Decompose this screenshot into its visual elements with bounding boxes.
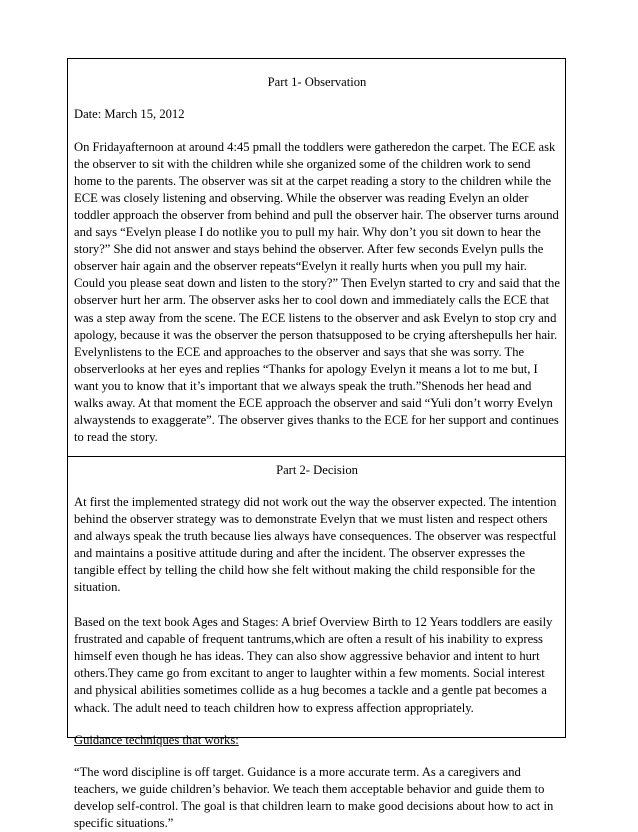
document-table (67, 58, 566, 830)
part2-decision-section (68, 456, 565, 830)
guidance-heading-text: Guidance techniques that works (74, 732, 236, 747)
part1-observation-section (68, 59, 565, 456)
observation-paragraph: On Fridayafternoon at around 4:45 pmall the toddlers were gatheredon the carpet. The ECE ask the observer to sit with the children while she organized some of the children work to send home to the parents. The observer was sit at the carpet reading a story to the children while the ECE was closely listening and observing. While the observer was reading Evelyn an older toddler approach the observer from behind and pull the observer hair. The observer turns around and says “Evelyn please I do notlike you to pull my hair. Why don’t you sit down to hear the story?” She did not answer and stays behind the observer. After few seconds Evelyn pulls the observer hair again and the observer repeats“Evelyn it really hurts when you pull my hair. Could you please seat down and listen to the story?” Then Evelyn started to cry and said that the observer hurt her arm. The observer asks her to cool down and immediately calls the ECE that was a step away from the scene. The ECE listens to the observer and ask Evelyn to stop cry and apology, because it was the observer the person thatsupposed to be crying aftershepulls her hair. Evelynlistens to the ECE and approaches to the observer and says that she was sorry. The observerlooks at her eyes and replies “Thanks for apology Evelyn it means a lot to me but, I want you to know that it’s important that we always speak the truth.”Shenods her head and walks away. At that moment the ECE approach the observer and said “Yuli don’t worry Evelyn alwaystends to exaggerate”. The observer gives thanks to the ECE for her support and continues to read the story. (74, 140, 560, 444)
textbook-paragraph: Based on the text book Ages and Stages: A brief Overview Birth to 12 Years toddlers are easily frustrated and capable of frequent tantrums,which are often a result of his inability to express himself even though he has ideas. They can also show aggressive behavior and intent to hurt others.They came go from excitant to anger to laughter within a few moments. Social interest and physical abilities sometimes collide as a hug becomes a tackle and a gentle pat becomes a whack. The adult need to teach children how to express affection appropriately. (74, 615, 553, 715)
guidance-heading (74, 732, 560, 749)
guidance-quote: “The word discipline is off target. Guidance is a more accurate term. As a caregivers and teachers, we guide children’s behavior. We teach them acceptable behavior and guide them to develop self-control. The goal is that children learn to make good decisions about how to act in specific situations.” (74, 764, 554, 830)
guidance-heading-colon: : (235, 732, 239, 747)
strategy-paragraph: At first the implemented strategy did not work out the way the observer expected. The intention behind the observer strategy was to demonstrate Evelyn that we must listen and respect others and always speak the truth because lies always have consequences. The observer was respectful and maintains a positive attitude during and after the incident. The observer expresses the tangible effect by telling the child how she felt without making the child responsible for the situation. (74, 495, 557, 595)
part2-heading: Part 2- Decision (276, 463, 358, 477)
observation-date: Date: March 15, 2012 (74, 107, 185, 121)
part1-heading: Part 1- Observation (267, 75, 367, 89)
